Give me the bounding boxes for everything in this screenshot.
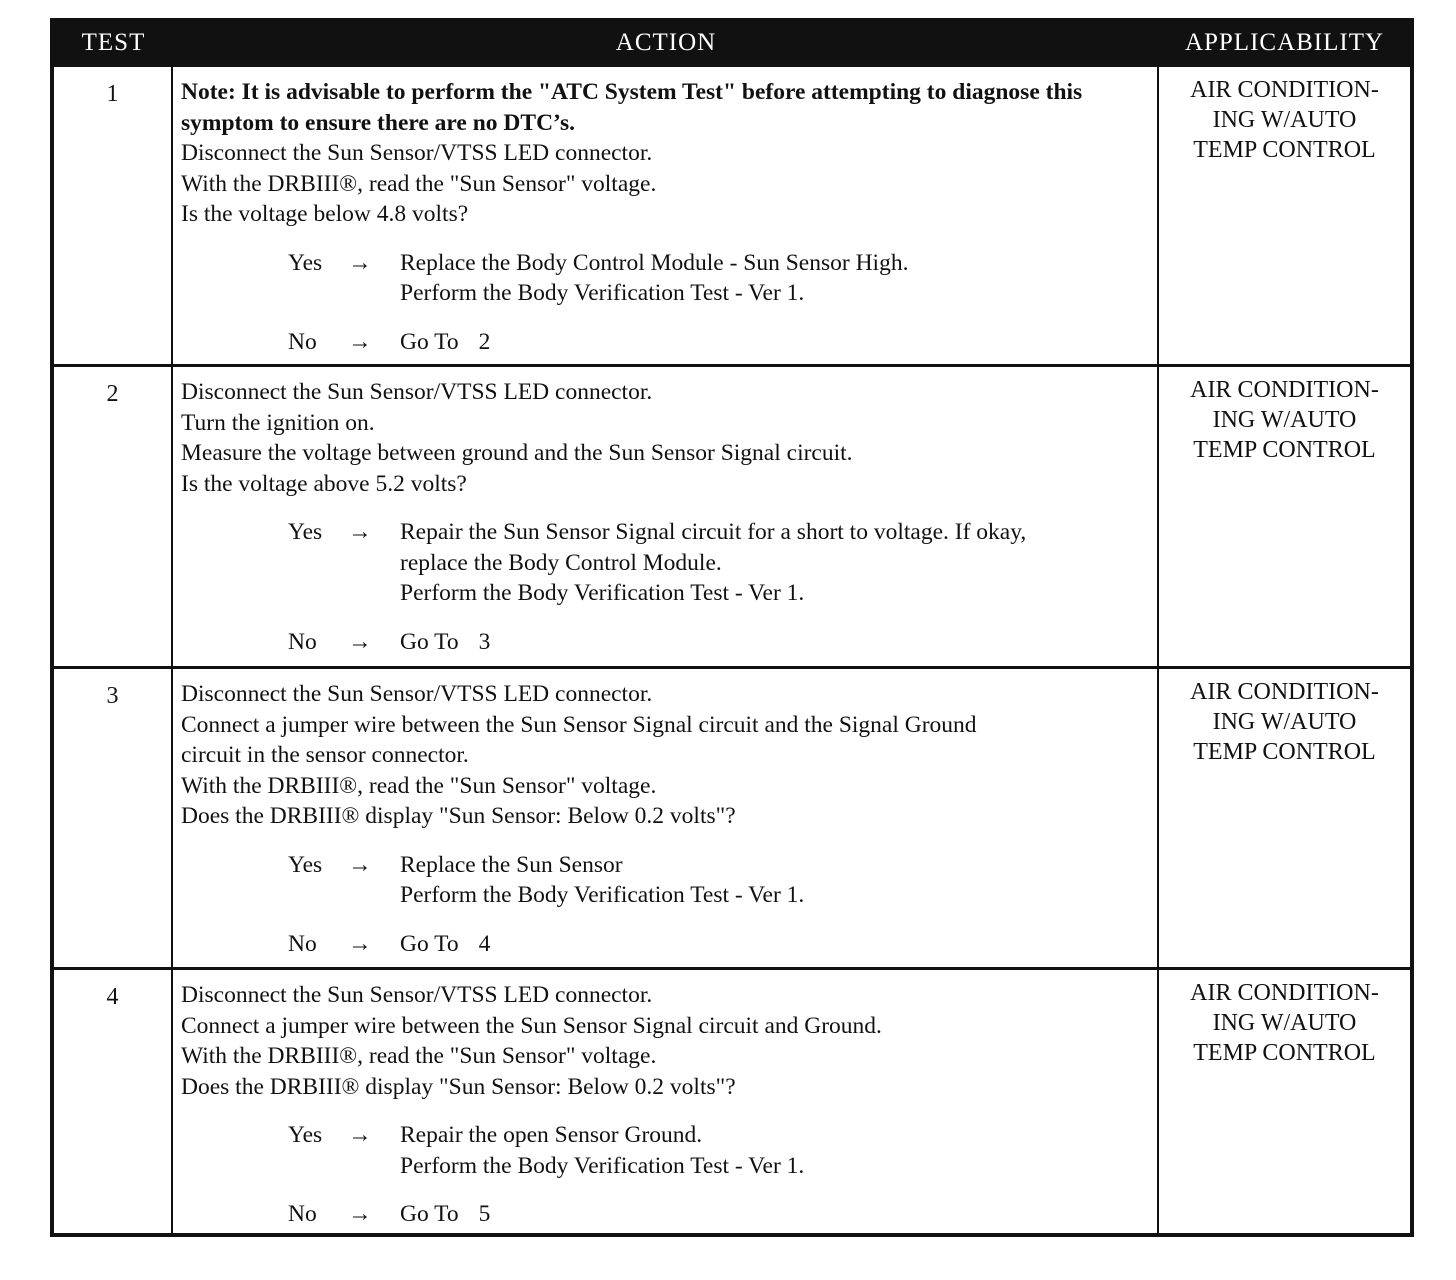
applicability-cell [1159,669,1410,967]
applicability-line: TEMP CONTROL [1193,739,1376,765]
action-line: Turn the ignition on. [181,409,375,436]
header-action: ACTION [615,29,717,56]
yes-branch [288,248,1151,309]
yes-result [400,1120,1151,1181]
note-text: Note: It is advisable to perform the "ATC System Test" before attempting to diagnose this symptom to ensure there are no DTC’s. [181,79,1083,136]
yes-result [400,248,1151,309]
action-line: Does the DRBIII® display "Sun Sensor: Below 0.2 volts"? [181,803,736,829]
action-line: Does the DRBIII® display "Sun Sensor: Below 0.2 volts"? [181,1073,736,1100]
applicability-line: ING W/AUTO [1212,407,1357,433]
yes-result [400,850,1151,911]
arrow-icon: → [348,851,372,878]
applicability-line: AIR CONDITION- [1190,377,1379,403]
yes-branch [288,850,1151,911]
test-number: 2 [54,367,173,666]
yes-line: Replace the Body Control Module - Sun Sensor High. [400,249,909,276]
no-branch [288,1199,1151,1230]
applicability-cell [1159,67,1410,364]
test-number: 4 [54,970,173,1233]
goto-text: Go To [400,930,459,957]
applicability-cell [1159,970,1410,1233]
arrow-icon: → [348,1201,372,1227]
no-result [400,327,1151,358]
goto-number: 3 [478,628,491,655]
no-branch [288,327,1151,358]
applicability-line: AIR CONDITION- [1190,679,1379,705]
action-line: Disconnect the Sun Sensor/VTSS LED connector. [181,982,653,1008]
goto-number: 5 [478,1201,491,1227]
no-label: No [288,328,317,355]
action-cell [173,367,1159,666]
table-row [54,364,1410,666]
arrow-icon: → [348,519,372,545]
yes-label: Yes [288,519,323,545]
arrow-icon: → [348,1122,372,1148]
no-label: No [288,1201,317,1227]
goto-text: Go To [400,1201,459,1227]
applicability-line: TEMP CONTROL [1193,1040,1376,1066]
goto-number: 2 [478,328,491,355]
arrow-icon: → [348,249,372,276]
yes-line: Repair the Sun Sensor Signal circuit for a short to voltage. If okay, [400,519,1027,545]
applicability-line: AIR CONDITION- [1190,77,1379,103]
action-line: Disconnect the Sun Sensor/VTSS LED connector. [181,140,653,166]
yes-line: replace the Body Control Module. [400,549,722,576]
yes-label: Yes [288,851,323,878]
action-line: Is the voltage below 4.8 volts? [181,201,469,227]
header-applicability: APPLICABILITY [1184,29,1385,56]
action-line: With the DRBIII®, read the "Sun Sensor" voltage. [181,170,657,197]
yes-line: Perform the Body Verification Test - Ver 1. [400,580,805,606]
action-line: Disconnect the Sun Sensor/VTSS LED connector. [181,379,653,405]
action-cell [173,67,1159,364]
diagnostic-table [50,18,1414,1237]
test-number: 3 [54,669,173,967]
applicability-line: ING W/AUTO [1212,709,1357,735]
applicability-line: ING W/AUTO [1212,1010,1357,1036]
no-label: No [288,628,317,655]
table-row [54,967,1410,1233]
action-line: circuit in the sensor connector. [181,742,469,768]
no-branch [288,627,1151,658]
applicability-line: AIR CONDITION- [1190,980,1379,1006]
action-line: Measure the voltage between ground and the Sun Sensor Signal circuit. [181,440,853,466]
arrow-icon: → [348,930,372,957]
goto-number: 4 [478,930,491,957]
applicability-line: TEMP CONTROL [1193,137,1376,163]
action-line: Is the voltage above 5.2 volts? [181,470,467,497]
action-line: Disconnect the Sun Sensor/VTSS LED connector. [181,681,653,707]
test-number: 1 [54,67,173,364]
goto-text: Go To [400,628,459,655]
no-label: No [288,930,317,957]
action-line: Connect a jumper wire between the Sun Sensor Signal circuit and the Signal Ground [181,711,977,738]
no-result [400,627,1151,658]
yes-branch [288,1120,1151,1181]
action-cell [173,669,1159,967]
action-line: With the DRBIII®, read the "Sun Sensor" voltage. [181,1043,657,1069]
action-line: Connect a jumper wire between the Sun Sensor Signal circuit and Ground. [181,1012,882,1039]
header-test: TEST [81,29,146,56]
no-result [400,929,1151,960]
table-row [54,64,1410,364]
no-result [400,1199,1151,1230]
yes-line: Repair the open Sensor Ground. [400,1122,703,1148]
yes-label: Yes [288,1122,323,1148]
goto-text: Go To [400,328,459,355]
yes-line: Perform the Body Verification Test - Ver 1. [400,280,805,306]
yes-line: Perform the Body Verification Test - Ver 1. [400,882,805,908]
no-branch [288,929,1151,960]
yes-line: Perform the Body Verification Test - Ver 1. [400,1152,805,1179]
yes-branch [288,517,1151,609]
arrow-icon: → [348,328,372,355]
applicability-cell [1159,367,1410,666]
table-row [54,666,1410,967]
table-header [54,22,1410,64]
applicability-line: TEMP CONTROL [1193,437,1376,463]
action-line: With the DRBIII®, read the "Sun Sensor" voltage. [181,772,657,799]
yes-label: Yes [288,249,323,276]
arrow-icon: → [348,628,372,655]
action-cell [173,970,1159,1233]
applicability-line: ING W/AUTO [1212,107,1357,133]
yes-line: Replace the Sun Sensor [400,851,623,878]
yes-result [400,517,1151,609]
